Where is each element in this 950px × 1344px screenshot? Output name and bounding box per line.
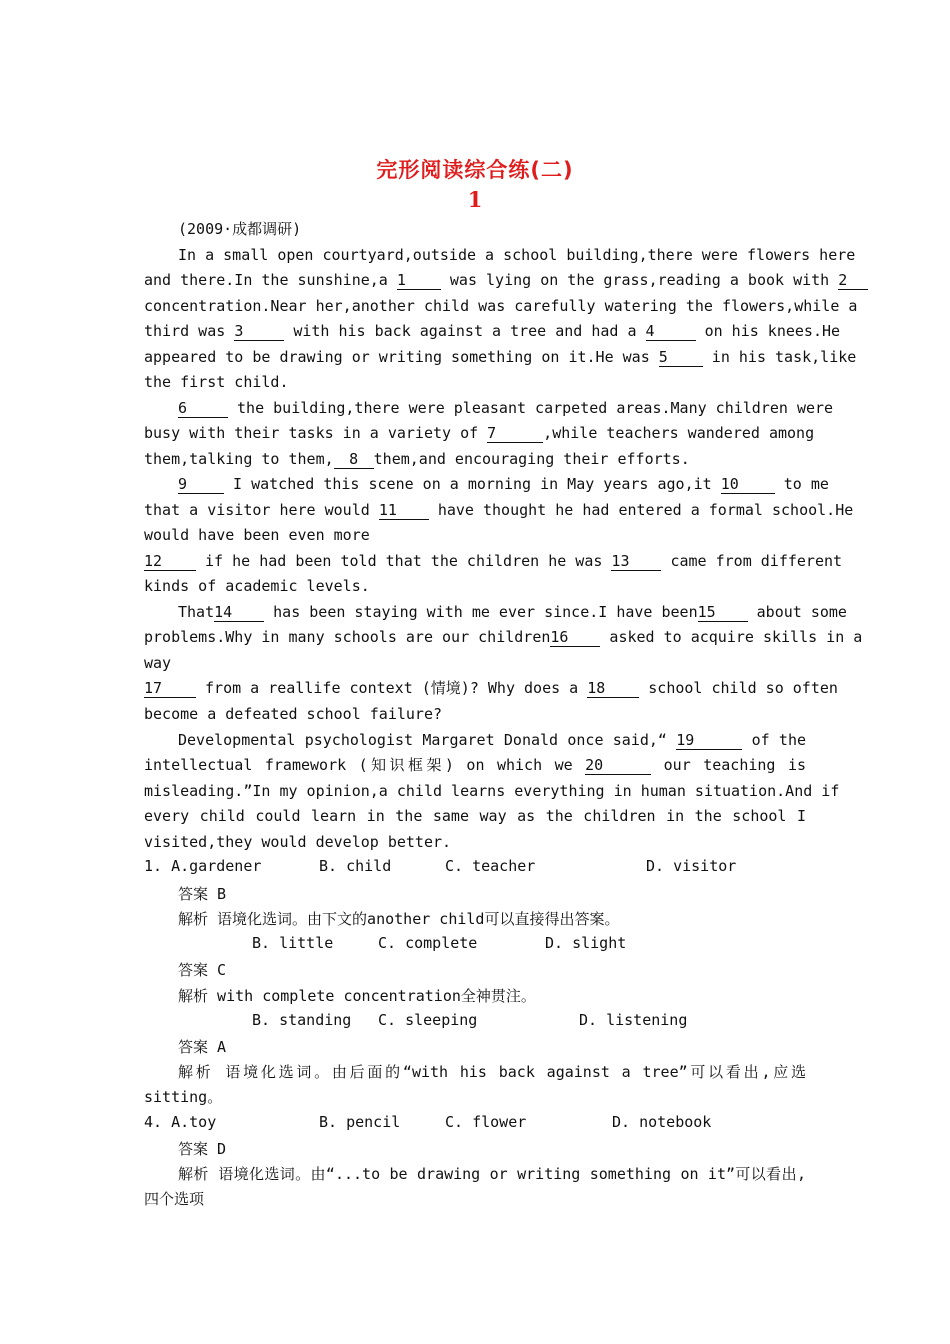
passage-line: 12 if he had been told that the children he was 13 came from different xyxy=(144,552,843,570)
passage-line: visited,they would develop better. xyxy=(144,833,452,851)
analysis-row: 解析 语境化选词。由下文的another child可以直接得出答案。 xyxy=(178,910,620,928)
passage-line: the first child. xyxy=(144,373,289,391)
passage-line: 17 from a reallife context (情境)? Why does a 18 school child so often xyxy=(144,679,838,697)
blank: 19 xyxy=(676,732,742,750)
passage-line: busy with their tasks in a variety of 7 ,while teachers wandered among xyxy=(144,424,815,442)
passage-line: and there.In the sunshine,a 1 was lying on the grass,reading a book with 2 xyxy=(144,270,806,290)
blank: 12 xyxy=(144,553,196,571)
option-b: B. pencil xyxy=(319,1113,401,1131)
option-c: C. flower xyxy=(445,1113,527,1131)
blank: 5 xyxy=(659,349,703,367)
passage-line: problems.Why in many schools are our children16 asked to acquire skills in a xyxy=(144,628,863,646)
passage-line: Developmental psychologist Margaret Donald once said,“ 19 of the xyxy=(178,731,807,749)
blank: 6 xyxy=(178,400,228,418)
blank: 9 xyxy=(178,476,224,494)
blank: 20 xyxy=(585,757,651,775)
analysis-row: 解析 语境化选词。由后面的“with his back against a tree”可以看出,应选 xyxy=(178,1063,806,1081)
passage-line: In a small open courtyard,outside a school building,there were flowers here xyxy=(178,246,856,264)
analysis-continued: sitting。 xyxy=(144,1088,223,1106)
answer-row: 答案 D xyxy=(178,1140,227,1158)
answer-row: 答案 B xyxy=(178,885,227,903)
passage-line: kinds of academic levels. xyxy=(144,577,370,595)
blank: 7 xyxy=(487,425,543,443)
page-title: 完形阅读综合练(二) xyxy=(376,158,574,182)
passage-line: 6 the building,there were pleasant carpeted areas.Many children were xyxy=(178,399,834,417)
question-4: 4. A.toy xyxy=(144,1113,217,1131)
blank: 17 xyxy=(144,680,196,698)
passage-line: appeared to be drawing or writing something on it.He was 5 in his task,like xyxy=(144,348,857,366)
passage-line: every child could learn in the same way as the children in the school I xyxy=(144,807,806,825)
blank: 8 xyxy=(334,451,374,469)
passage-line: would have been even more xyxy=(144,526,370,544)
option-d: D. slight xyxy=(545,934,627,952)
question-1: 1. A.gardener xyxy=(144,857,262,875)
analysis-row: 解析 语境化选词。由“...to be drawing or writing something on it”可以看出, xyxy=(178,1165,806,1183)
option-c: C. sleeping xyxy=(378,1011,478,1029)
passage-line: third was 3 with his back against a tree and had a 4 on his knees.He xyxy=(144,322,841,340)
passage-line: 9 I watched this scene on a morning in May years ago,it 10 to me xyxy=(178,475,829,493)
passage-line: concentration.Near her,another child was carefully watering the flowers,while a xyxy=(144,297,858,315)
option-d: D. notebook xyxy=(612,1113,712,1131)
option-d: D. listening xyxy=(579,1011,688,1029)
blank: 10 xyxy=(721,476,775,494)
option-b: B. standing xyxy=(252,1011,352,1029)
option-c: C. complete xyxy=(378,934,478,952)
blank: 3 xyxy=(234,323,284,341)
option-b: B. little xyxy=(252,934,334,952)
passage-line: misleading.”In my opinion,a child learns everything in human situation.And if xyxy=(144,782,840,800)
blank: 15 xyxy=(698,604,748,622)
passage-line: that a visitor here would 11 have thought he had entered a formal school.He xyxy=(144,501,854,519)
passage-line: become a defeated school failure? xyxy=(144,705,443,723)
blank: 4 xyxy=(646,323,696,341)
section-number: 1 xyxy=(467,187,483,212)
option-c: C. teacher xyxy=(445,857,536,875)
passage-line: That14 has been staying with me ever since.I have been15 about some xyxy=(178,603,847,621)
passage-line: way xyxy=(144,654,172,672)
answer-row: 答案 A xyxy=(178,1038,227,1056)
blank: 18 xyxy=(587,680,639,698)
blank: 1 xyxy=(397,272,441,290)
analysis-continued: 四个选项 xyxy=(144,1190,205,1208)
answer-row: 答案 C xyxy=(178,961,227,979)
blank: 16 xyxy=(550,629,600,647)
blank: 11 xyxy=(379,502,429,520)
option-b: B. child xyxy=(319,857,392,875)
blank: 14 xyxy=(214,604,264,622)
passage-line: intellectual framework (知识框架) on which we 20 our teaching is xyxy=(144,756,807,774)
blank: 13 xyxy=(611,553,661,571)
analysis-row: 解析 with complete concentration全神贯注。 xyxy=(178,987,536,1005)
passage-line: them,talking to them, 8 them,and encouraging their efforts. xyxy=(144,450,690,468)
option-d: D. visitor xyxy=(646,857,737,875)
blank: 2 xyxy=(838,272,868,290)
source-note: (2009·成都调研) xyxy=(178,220,302,238)
